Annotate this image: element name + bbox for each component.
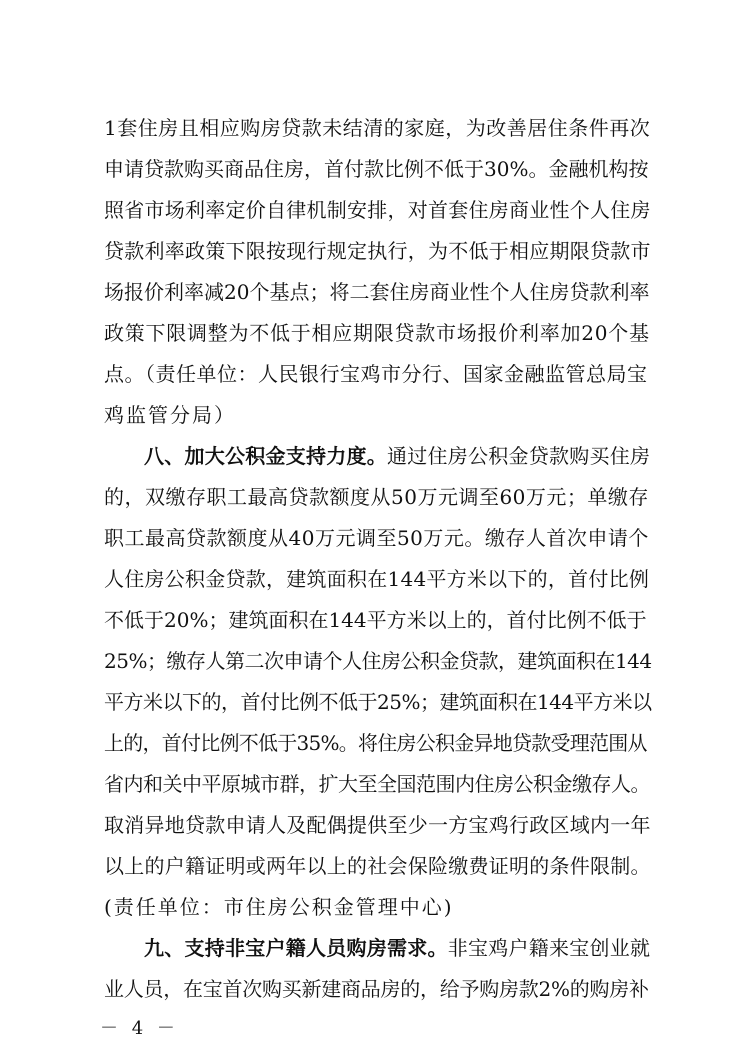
text-line: 上的，首付比例不低于35%。将住房公积金异地贷款受理范围从 [104,731,647,755]
text-line: 1套住房且相应购房贷款未结清的家庭，为改善居住条件再次 [104,116,651,140]
text-line: (责任单位：市住房公积金管理中心) [104,895,454,919]
text-line: 省内和关中平原城市群，扩大至全国范围内住房公积金缴存人。 [104,772,650,796]
section-9-first-line [144,936,652,960]
text-line: 的，双缴存职工最高贷款额度从50万元调至60万元；单缴存 [104,485,649,509]
text-line: 25%；缴存人第二次申请个人住房公积金贷款，建筑面积在144 [104,649,652,673]
text-line: 平方米以下的，首付比例不低于25%；建筑面积在144平方米以 [104,690,652,714]
page-number: － 4 － [100,1018,179,1039]
section-8-first-line [144,444,652,468]
text-line: 照省市场利率定价自律机制安排，对首套住房商业性个人住房 [104,198,651,222]
text-line: 职工最高贷款额度从40万元调至50万元。缴存人首次申请个 [104,526,649,550]
text-line: 不低于20%；建筑面积在144平方米以上的，首付比例不低于 [104,608,647,632]
text-line: 申请贷款购买商品住房，首付款比例不低于30%。金融机构按 [104,157,649,181]
text-line: 政策下限调整为不低于相应期限贷款市场报价利率加20个基 [104,321,650,345]
text-line: 场报价利率减20个基点；将二套住房商业性个人住房贷款利率 [104,280,650,304]
text-line: 取消异地贷款申请人及配偶提供至少一方宝鸡行政区域内一年 [104,813,651,837]
section-8-first-line-text: 通过住房公积金贷款购买住房 [387,444,651,468]
text-line: 业人员，在宝首次购买新建商品房的，给予购房款2%的购房补 [104,977,649,1001]
text-line: 鸡监管分局） [104,403,236,427]
section-9-first-line-text: 非宝鸡户籍来宝创业就 [447,936,651,960]
text-line: 点。（责任单位：人民银行宝鸡市分行、国家金融监管总局宝 [104,362,648,386]
text-line: 人住房公积金贷款，建筑面积在144平方米以下的，首付比例 [104,567,650,591]
section-9-heading: 九、支持非宝户籍人员购房需求。 [144,936,448,960]
section-8-heading: 八、加大公积金支持力度。 [144,444,387,468]
text-line: 以上的户籍证明或两年以上的社会保险缴费证明的条件限制。 [104,854,651,878]
text-line: 贷款利率政策下限按现行规定执行，为不低于相应期限贷款市 [104,239,651,263]
